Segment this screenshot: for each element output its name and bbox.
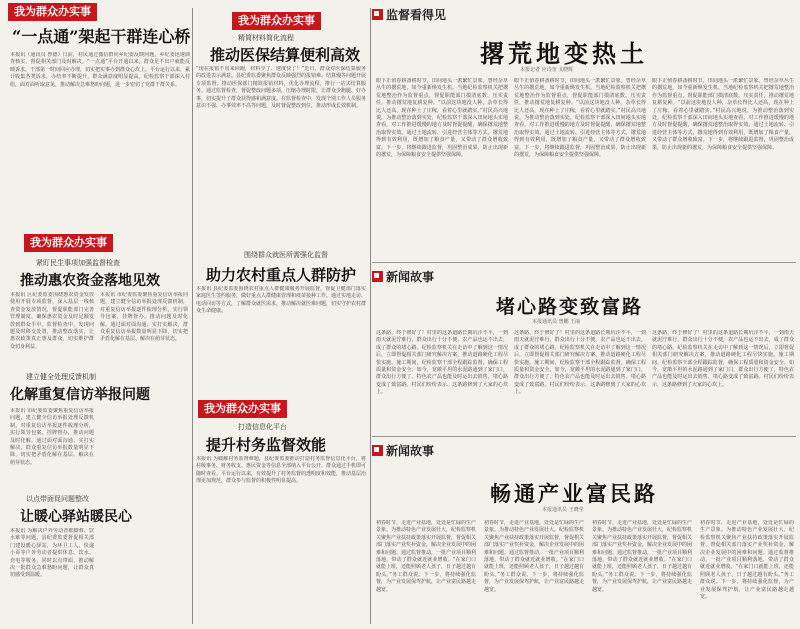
- column-divider: [192, 8, 193, 624]
- article-title: “一点通”架起干群连心桥: [12, 27, 191, 46]
- column-badge: 我为群众办实事: [8, 3, 97, 21]
- article-byline: 本报记者 应诗奎 戈晓辉: [520, 67, 574, 73]
- article-body: 本报讯 县纪委监委围绕农村重点人群健康服务开展监督，督促卫健部门落实家庭医生签约服务，做好重点人群健康管理和疫苗接种工作。通过实地走访、电话回访等方式，了解群众就医需求，推动解决就医难问题，切实守护农村群众生命健康。: [196, 286, 366, 315]
- section-icon: [372, 271, 383, 282]
- article-kicker: 精简材料简化流程: [238, 34, 294, 42]
- section-header: 监督看得见: [372, 6, 446, 23]
- article-body: 眼下正值春耕备耕时节，田间地头一派繁忙景象。曾经杂草丛生的撂荒地，如今重新焕发生机。当地纪检监察机关把撂荒地整治作为监督重点，督促职能部门摸清底数、压实责任，推动撂荒地复耕复种。“以前这块地没人种，杂草长得比人还高，现在种上了庄稼，看着心里就踏实。”村民高兴地说。为推动整治落到实处，纪检监察干部深入田间地头实地查看，对工作推进缓慢的地方及时督促提醒，确保撂荒地整治取得实效。通过土地流转、引进经营主体等方式，撂荒地得到有效利用，既增加了粮食产量，又带动了群众增收致富。下一步，将继续跟进监督，巩固整治成果，防止出现新的撂荒，为保障粮食安全提供坚强保障。: [514, 78, 646, 159]
- article-title: 畅通产业富民路: [490, 481, 658, 506]
- article-kicker: 紧盯民生事项加强监督检查: [36, 259, 120, 267]
- column-badge: 我为群众办实事: [198, 400, 287, 418]
- article-title: 推动医保结算便利高效: [210, 46, 361, 64]
- article-body: 这条路，终于修好了！村里的这条道路长期坑洼不平，一到雨天就泥泞难行，群众出行十分不便，农产品也运不出去，成了群众的堵心路。纪检监察机关在走访中了解到这一情况后，立即督促相关部门研究解决方案，推动道路硬化工程尽快实施。施工期间，纪检监察干部全程跟踪监督，确保工程质量和资金安全。如今，宽敞平坦的水泥路通到了家门口，群众出行方便了，特色农产品也能及时运出去销售，堵心路变成了致富路。村民们纷纷表示，这条路修到了大家的心坎上。: [514, 330, 646, 396]
- article-kicker: 以点带面促问题整改: [26, 495, 89, 503]
- article-title: 提升村务监督效能: [206, 436, 327, 454]
- column-badge: 我为群众办实事: [232, 12, 321, 30]
- article-title: 助力农村重点人群防护: [206, 266, 357, 284]
- article-body: 初春时节，走进产业基地，处处是忙碌的生产景象。为推动特色产业发展壮大，纪检监察机关聚焦产业扶持政策落实开展监督，督促相关部门落实产业奖补资金，解决企业发展中的困难和问题。通过监督推动，一批产业项目顺利落地，带动了群众就近就业增收。“在家门口就能上班，还能照顾老人孩子，日子越过越有盼头。”务工群众说。下一步，将持续强化监督，为产业发展保驾护航，让产业富民路越走越宽。: [376, 520, 476, 593]
- section-icon: [372, 445, 383, 456]
- article-title: 撂荒地变热土: [480, 39, 648, 68]
- article-byline: 本报通讯员 王晓莹: [542, 507, 584, 513]
- article-kicker: 建立健全处理反馈机制: [26, 373, 96, 381]
- section-header: 新闻故事: [372, 442, 434, 459]
- article-title: 堵心路变致富路: [496, 296, 644, 318]
- article-kicker: 打造信息化平台: [238, 423, 287, 431]
- article-title: 推动惠农资金落地见效: [20, 273, 160, 289]
- column-divider: [370, 8, 371, 624]
- article-body: 初春时节，走进产业基地，处处是忙碌的生产景象。为推动特色产业发展壮大，纪检监察机关聚焦产业扶持政策落实开展监督，督促相关部门落实产业奖补资金，解决企业发展中的困难和问题。通过监督推动，一批产业项目顺利落地，带动了群众就近就业增收。“在家门口就能上班，还能照顾老人孩子，日子越过越有盼头。”务工群众说。下一步，将持续强化监督，为产业发展保驾护航，让产业富民路越走越宽。: [484, 520, 584, 593]
- article-body: 眼下正值春耕备耕时节，田间地头一派繁忙景象。曾经杂草丛生的撂荒地，如今重新焕发生机。当地纪检监察机关把撂荒地整治作为监督重点，督促职能部门摸清底数、压实责任，推动撂荒地复耕复种。“以前这块地没人种，杂草长得比人还高，现在种上了庄稼，看着心里就踏实。”村民高兴地说。为推动整治落到实处，纪检监察干部深入田间地头实地查看，对工作推进缓慢的地方及时督促提醒，确保撂荒地整治取得实效。通过土地流转、引进经营主体等方式，撂荒地得到有效利用，既增加了粮食产量，又带动了群众增收致富。下一步，将继续跟进监督，巩固整治成果，防止出现新的撂荒，为保障粮食安全提供坚强保障。: [652, 78, 794, 151]
- article-body: 初春时节，走进产业基地，处处是忙碌的生产景象。为推动特色产业发展壮大，纪检监察机关聚焦产业扶持政策落实开展监督，督促相关部门落实产业奖补资金，解决企业发展中的困难和问题。通过监督推动，一批产业项目顺利落地，带动了群众就近就业增收。“在家门口就能上班，还能照顾老人孩子，日子越过越有盼头。”务工群众说。下一步，将持续强化监督，为产业发展保驾护航，让产业富民路越走越宽。: [592, 520, 692, 593]
- article-body: 这条路，终于修好了！村里的这条道路长期坑洼不平，一到雨天就泥泞难行，群众出行十分不便，农产品也运不出去，成了群众的堵心路。纪检监察机关在走访中了解到这一情况后，立即督促相关部门研究解决方案，推动道路硬化工程尽快实施。施工期间，纪检监察干部全程跟踪监督，确保工程质量和资金安全。如今，宽敞平坦的水泥路通到了家门口，群众出行方便了，特色农产品也能及时运出去销售，堵心路变成了致富路。村民们纷纷表示，这条路修到了大家的心坎上。: [652, 330, 794, 388]
- article-kicker: 围绕群众就医所需强化监督: [244, 251, 328, 259]
- section-divider: [372, 262, 796, 263]
- article-body: 本报讯 为解决户外劳动者歇脚难、饮水难等问题，县纪委监委督促相关部门建设暖心驿站，为环卫工人、快递小哥等户外劳动者提供休息、饮水、充电等服务。同时以点带面，推动解决一批群众急难愁盼问题，让群众真切感受到温暖。: [10, 528, 94, 579]
- article-body: 本报讯 为破解村务监督难题，县纪委监委推动打造村务监督信息化平台，将村级事务、财务收支、惠民资金等信息全部纳入平台公开，群众通过手机即可随时查看。平台运行以来，有效提升了村务监督的透明度和效能，推动基层治理更加规范，群众参与监督的积极性明显提高。: [196, 456, 366, 485]
- article-body: 这条路，终于修好了！村里的这条道路长期坑洼不平，一到雨天就泥泞难行，群众出行十分不便，农产品也运不出去，成了群众的堵心路。纪检监察机关在走访中了解到这一情况后，立即督促相关部门研究解决方案，推动道路硬化工程尽快实施。施工期间，纪检监察干部全程跟踪监督，确保工程质量和资金安全。如今，宽敞平坦的水泥路通到了家门口，群众出行方便了，特色农产品也能及时运出去销售，堵心路变成了致富路。村民们纷纷表示，这条路修到了大家的心坎上。: [376, 330, 508, 396]
- column-badge: 我为群众办实事: [24, 234, 113, 252]
- section-header: 新闻故事: [372, 268, 434, 285]
- article-byline: 本报通讯员 曾鹏 王丽: [532, 319, 581, 325]
- article-body-continued: 本报讯 市纪委监委聚焦重复信访举报问题，建立健全信访举报处理反馈机制，对重复信访举报逐件梳理分析，实行领导包案、挂牌督办，推动问题及时化解。通过面对面沟通、实打实解决，群众重复信访举报数量明显下降，切实把矛盾化解在基层、解决在萌芽状态。: [100, 292, 188, 343]
- article-body: 本报讯（通讯员 曾德）日前，村民通过微信群向乡纪委反映问题，乡纪委迅速调查核实，督促相关部门及时解决。“一点通”平台开通以来，群众足不出户就能反映诉求，干部第一时间回应办理，切实把实事办到群众心坎上。平台运行以来，累计收集各类诉求，办结率不断提升，群众满意度明显提高。纪检监察干部深入村组，面对面听取意见，推动解决急难愁盼问题，进一步密切了党群干群关系。: [10, 52, 190, 88]
- article-title: 让暖心驿站暖民心: [20, 509, 132, 525]
- article-body: 本报讯 市纪委监委聚焦重复信访举报问题，建立健全信访举报处理反馈机制，对重复信访举报逐件梳理分析，实行领导包案、挂牌督办，推动问题及时化解。通过面对面沟通、实打实解决，群众重复信访举报数量明显下降，切实把矛盾化解在基层、解决在萌芽状态。: [10, 408, 94, 466]
- article-body: “现在报销不用来回跑，材料少了、速度快了！”近日，群众对医保结算服务的改进表示满意。县纪委监委聚焦群众反映强烈的报销难、结算慢等问题开展专项监督，推动医保部门精简报销材料，优化办理流程，推行一站式结算服务。通过监督检查，督促整改问题多项，压缩办理时限，让群众少跑腿、好办事，切实提升了群众获得感和满意度。在监督检查中，发现个别工作人员服务意识不强、办事效率不高等问题，及时督促整改到位，推动形成长效机制。: [196, 66, 366, 110]
- section-divider: [372, 436, 796, 437]
- article-title: 化解重复信访举报问题: [10, 387, 150, 403]
- article-body: 眼下正值春耕备耕时节，田间地头一派繁忙景象。曾经杂草丛生的撂荒地，如今重新焕发生机。当地纪检监察机关把撂荒地整治作为监督重点，督促职能部门摸清底数、压实责任，推动撂荒地复耕复种。“以前这块地没人种，杂草长得比人还高，现在种上了庄稼，看着心里就踏实。”村民高兴地说。为推动整治落到实处，纪检监察干部深入田间地头实地查看，对工作推进缓慢的地方及时督促提醒，确保撂荒地整治取得实效。通过土地流转、引进经营主体等方式，撂荒地得到有效利用，既增加了粮食产量，又带动了群众增收致富。下一步，将继续跟进监督，巩固整治成果，防止出现新的撂荒，为保障粮食安全提供坚强保障。: [376, 78, 508, 159]
- section-icon: [372, 9, 383, 20]
- article-body: 初春时节，走进产业基地，处处是忙碌的生产景象。为推动特色产业发展壮大，纪检监察机关聚焦产业扶持政策落实开展监督，督促相关部门落实产业奖补资金，解决企业发展中的困难和问题。通过监督推动，一批产业项目顺利落地，带动了群众就近就业增收。“在家门口就能上班，还能照顾老人孩子，日子越过越有盼头。”务工群众说。下一步，将持续强化监督，为产业发展保驾护航，让产业富民路越走越宽。: [700, 520, 794, 601]
- article-body: 本报讯 区纪委监委围绕惠农资金发放使用开展专项监督，深入基层一线核查资金发放情况，督促职能部门完善管理制度，确保惠农资金及时足额发放到群众手中。监督检查中，发现问题及时移交处置，推动整改落实，让惠农政策真正惠及群众，切实维护群众切身利益。: [10, 292, 94, 350]
